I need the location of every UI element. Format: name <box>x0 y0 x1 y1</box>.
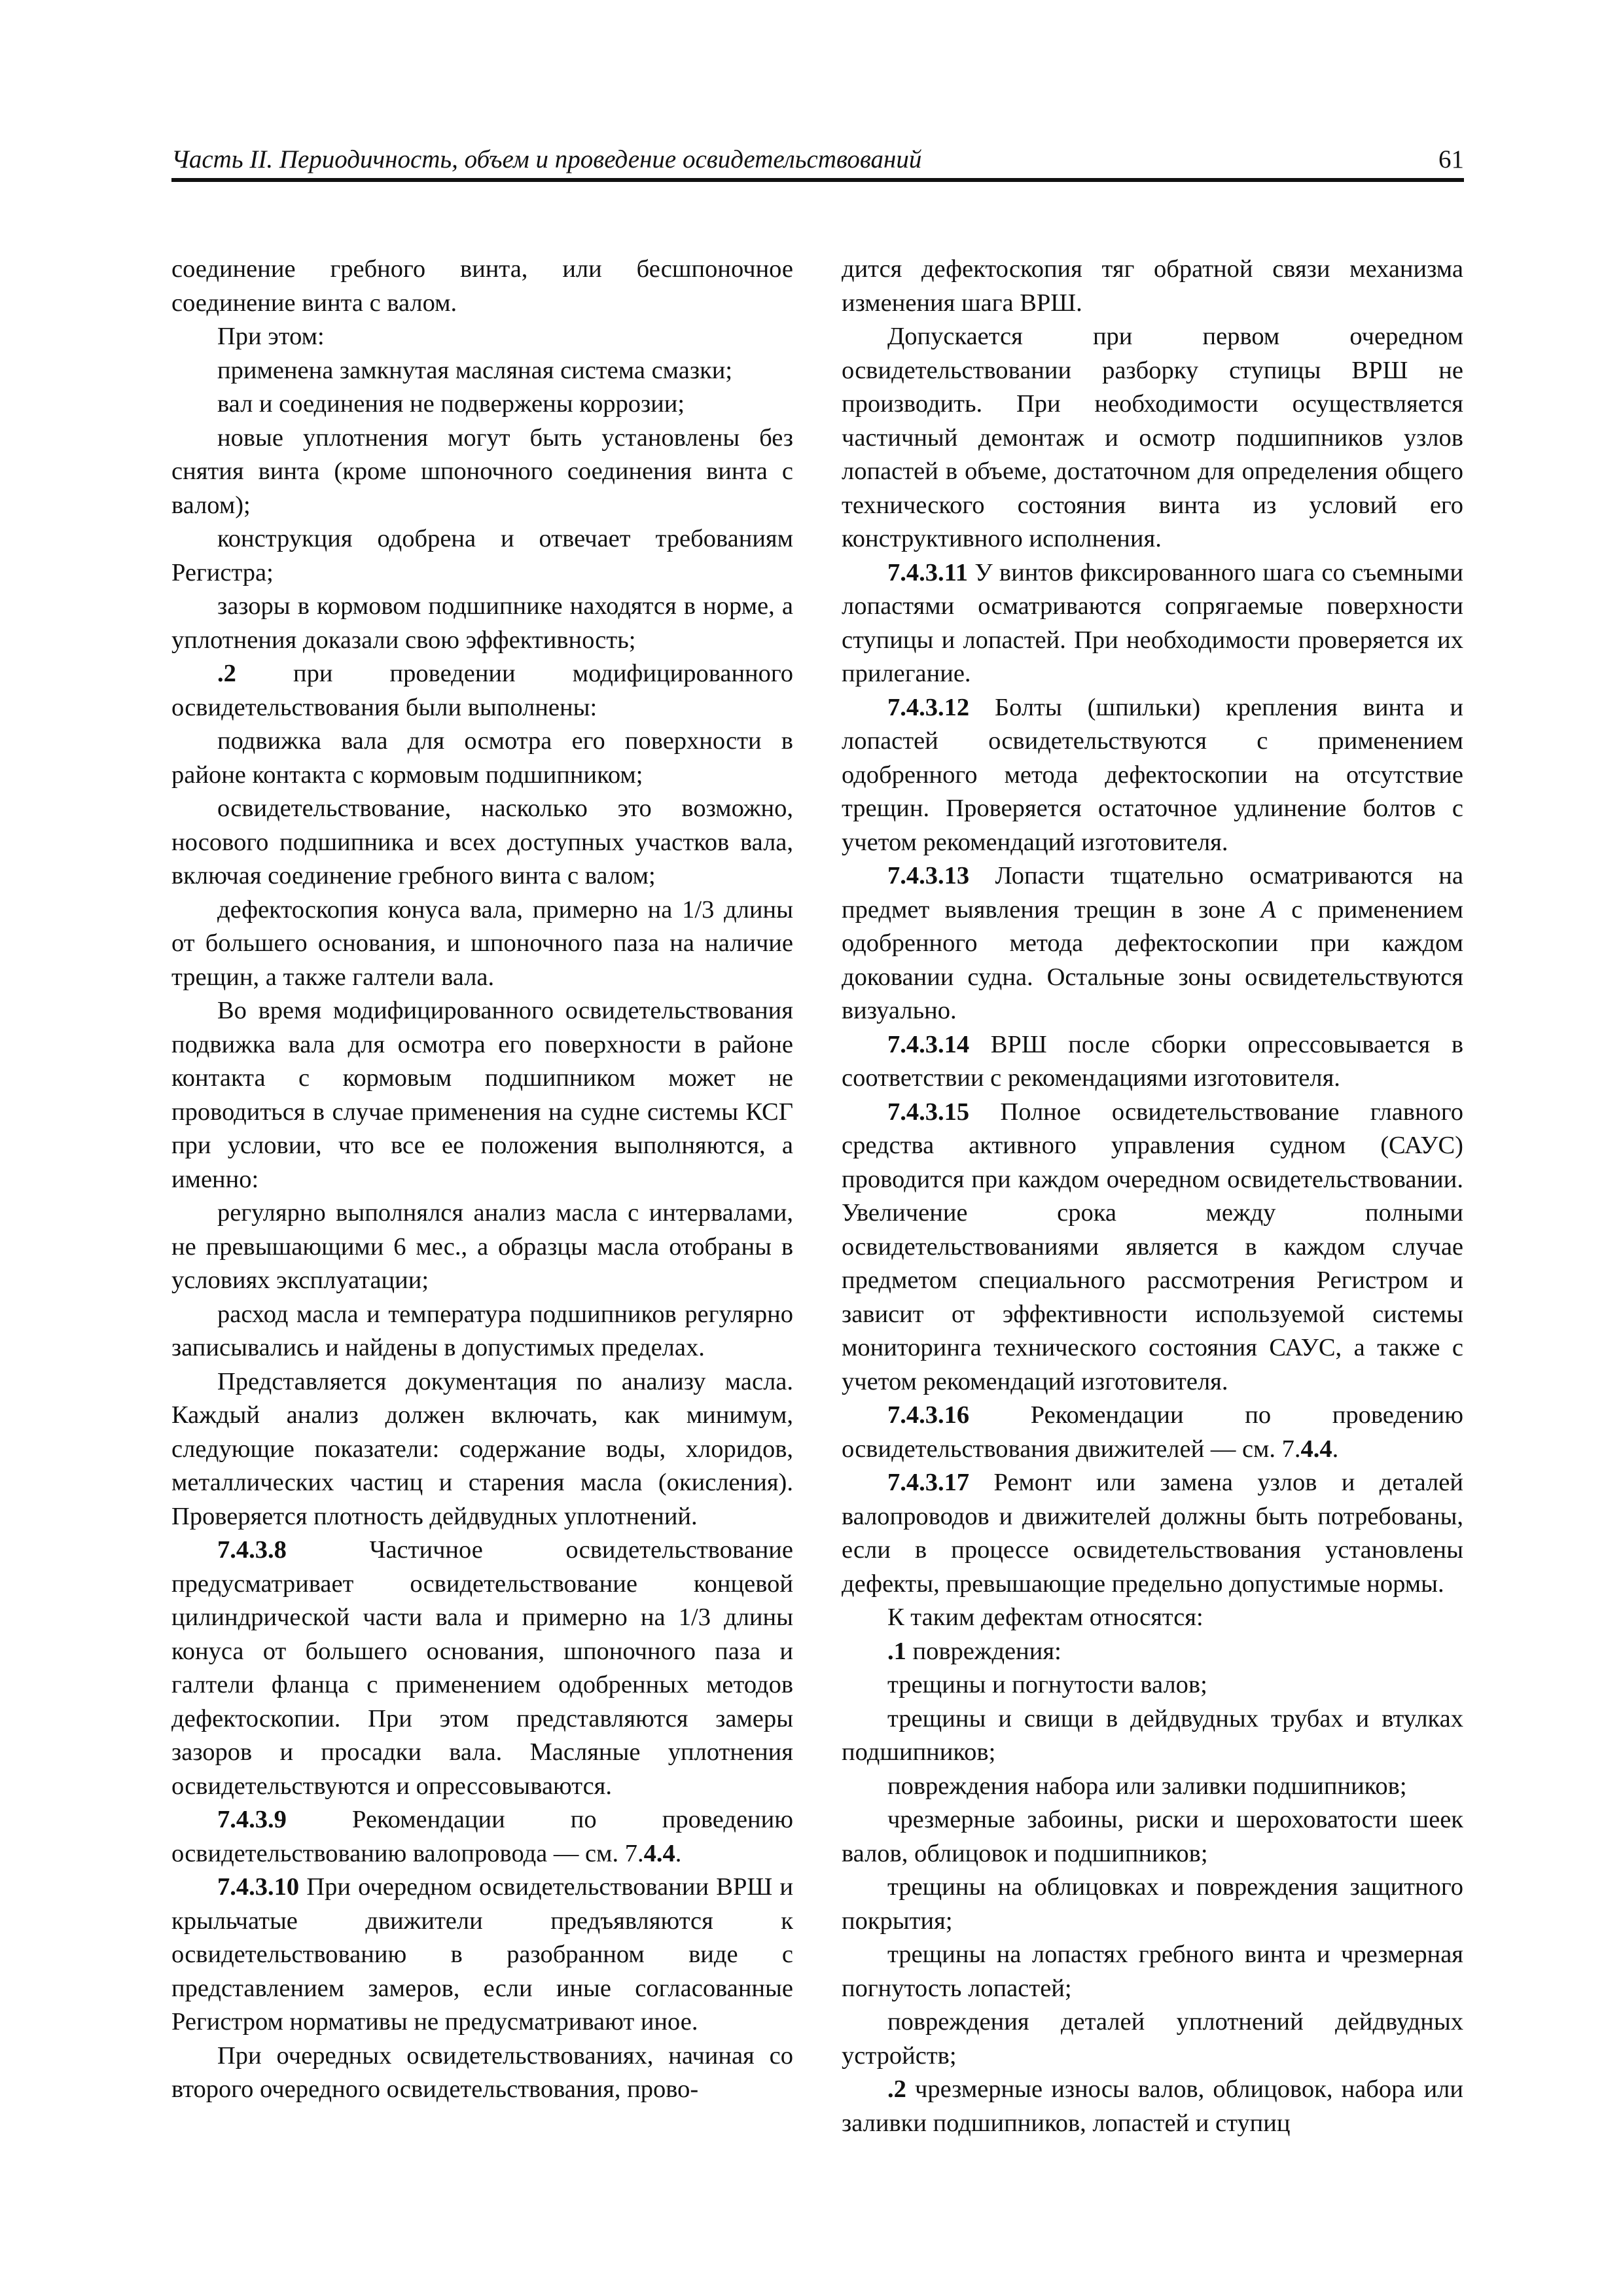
paragraph-text: дится дефектоскопия тяг обратной связи механизма изменения шага ВРШ. <box>842 255 1463 317</box>
paragraph-text: повреждения набора или заливки подшипников; <box>887 1772 1407 1800</box>
section-number: 7.4.3.16 <box>887 1401 970 1429</box>
paragraph <box>171 994 793 1196</box>
paragraph <box>842 253 1463 320</box>
paragraph <box>171 320 793 354</box>
paragraph-text: Допускается при первом очередном освидетельствовании разборку ступицы ВРШ не производить. При необходимости осуществляется частичный демонтаж и осмотр подшипников узлов лопастей в объеме, достаточном для определения общего технического состояния винта из условий его конструктивного исполнения. <box>842 323 1463 552</box>
paragraph <box>171 1196 793 1298</box>
section-number: .2 <box>887 2075 906 2103</box>
paragraph-text: ВРШ после сборки опрессовывается в соответствии с рекомендациями изготовителя. <box>842 1030 1463 1092</box>
paragraph <box>171 1534 793 1803</box>
paragraph <box>842 1399 1463 1466</box>
paragraph <box>842 1096 1463 1399</box>
paragraph-text: Полное освидетельствование главного средства активного управления судном (САУС) проводится при каждом очередном освидетельствовании. Увеличение срока между полными освидетельствованиями является в каждом случае предметом специального рассмотрения Регистром и зависит от эффективности используемой системы мониторинга технического состояния САУС, а также с учетом рекомендаций изготовителя. <box>842 1098 1463 1395</box>
section-number: 7.4.3.10 <box>217 1873 300 1901</box>
paragraph <box>171 253 793 320</box>
section-number: .1 <box>887 1637 906 1665</box>
paragraph-text-tail: . <box>675 1839 682 1867</box>
paragraph <box>171 1803 793 1871</box>
paragraph <box>842 320 1463 556</box>
paragraph <box>842 859 1463 1028</box>
paragraph-text: Рекомендации по проведению освидетельствования движителей — см. 7. <box>842 1401 1463 1463</box>
paragraph-text: новые уплотнения могут быть установлены без снятия винта (кроме шпоночного соединения винта с валом); <box>171 423 793 519</box>
right-text-column <box>842 253 1463 2140</box>
paragraph-text: Рекомендации по проведению освидетельствованию валопровода — см. 7. <box>171 1806 793 1867</box>
paragraph-text: При очередном освидетельствовании ВРШ и крыльчатые движители предъявляются к освидетельствованию в разобранном виде с представлением замеров, если иные согласованные Регистром нормативы не предусматривают иное. <box>171 1873 793 2036</box>
paragraph <box>842 1938 1463 2005</box>
paragraph-text: конструкция одобрена и отвечает требованиям Регистра; <box>171 525 793 586</box>
paragraph-text: При этом: <box>217 323 325 350</box>
section-number: 7.4.3.14 <box>887 1030 970 1058</box>
cross-reference: 4.4 <box>643 1839 675 1867</box>
section-number: 7.4.3.15 <box>887 1098 970 1126</box>
paragraph-text: чрезмерные износы валов, облицовок, набора или заливки подшипников, лопастей и ступиц <box>842 2075 1463 2137</box>
paragraph-text: повреждения деталей уплотнений дейдвудных устройств; <box>842 2008 1463 2070</box>
paragraph-text: подвижка вала для осмотра его поверхности в районе контакта с кормовым подшипником; <box>171 727 793 789</box>
paragraph-text: Представляется документация по анализу масла. Каждый анализ должен включать, как минимум, следующие показатели: содержание воды, хлоридов, металлических частиц и старения масла (окисления). Проверяется плотность дейдвудных уплотнений. <box>171 1367 793 1530</box>
page-number: 61 <box>1438 145 1464 173</box>
paragraph <box>842 2073 1463 2140</box>
section-number: .2 <box>217 660 236 687</box>
paragraph <box>842 1871 1463 1938</box>
paragraph <box>171 1365 793 1534</box>
paragraph <box>171 657 793 725</box>
paragraph-text: Частичное освидетельствование предусматривает освидетельствование концевой цилиндрической части вала и примерно на 1/3 длины конуса от большего основания, шпоночного паза и галтели фланца с применением одобренных методов дефектоскопии. При этом представляются замеры зазоров и просадки вала. Масляные уплотнения освидетельствуются и опрессовываются. <box>171 1536 793 1800</box>
paragraph-text: повреждения: <box>906 1637 1061 1665</box>
paragraph-text: Во время модифицированного освидетельствования подвижка вала для осмотра его поверхности в районе контакта с кормовым подшипником может не проводиться в случае применения на судне системы КСГ при условии, что все ее положения выполняются, а именно: <box>171 997 793 1193</box>
paragraph <box>842 1601 1463 1635</box>
zone-label: А <box>1260 895 1276 924</box>
paragraph-text-tail: . <box>1332 1435 1339 1463</box>
paragraph-text: расход масла и температура подшипников регулярно записывались и найдены в допустимых пределах. <box>171 1300 793 1361</box>
paragraph-text: трещины на лопастях гребного винта и чрезмерная погнутость лопастей; <box>842 1941 1463 2002</box>
paragraph <box>842 1635 1463 1669</box>
paragraph <box>842 1028 1463 1096</box>
paragraph <box>171 354 793 388</box>
left-text-column <box>171 253 793 2107</box>
paragraph <box>171 522 793 590</box>
paragraph-text: вал и соединения не подвержены коррозии; <box>217 390 685 418</box>
paragraph-text: соединение гребного винта, или бесшпоночное соединение винта с валом. <box>171 255 793 317</box>
paragraph-text: трещины и свищи в дейдвудных трубах и втулках подшипников; <box>842 1704 1463 1766</box>
paragraph <box>171 792 793 893</box>
paragraph <box>842 1668 1463 1702</box>
section-number: 7.4.3.13 <box>887 862 970 889</box>
paragraph <box>842 1466 1463 1601</box>
section-number: 7.4.3.8 <box>217 1536 287 1564</box>
paragraph <box>171 387 793 422</box>
paragraph <box>842 1702 1463 1770</box>
paragraph <box>842 2005 1463 2073</box>
paragraph-text: К таким дефектам относятся: <box>887 1604 1204 1631</box>
section-number: 7.4.3.9 <box>217 1806 287 1833</box>
paragraph <box>171 1871 793 2039</box>
paragraph-text: при проведении модифицированного освидетельствования были выполнены: <box>171 660 793 721</box>
paragraph-text: трещины на облицовках и повреждения защитного покрытия; <box>842 1873 1463 1935</box>
running-header <box>171 140 1464 178</box>
paragraph <box>171 893 793 995</box>
paragraph <box>842 691 1463 860</box>
paragraph <box>171 1298 793 1365</box>
paragraph-text: Ремонт или замена узлов и деталей валопроводов и движителей должны быть потребованы, если в процессе освидетельствования установлены дефекты, превышающие предельно допустимые нормы. <box>842 1469 1463 1598</box>
running-header-title: Часть II. Периодичность, объем и проведение освидетельствований <box>171 145 922 173</box>
paragraph <box>842 1770 1463 1804</box>
paragraph-text: освидетельствование, насколько это возможно, носового подшипника и всех доступных участков вала, включая соединение гребного винта с валом; <box>171 795 793 889</box>
paragraph-text: регулярно выполнялся анализ масла с интервалами, не превышающими 6 мес., а образцы масла отобраны в условиях эксплуатации; <box>171 1199 793 1294</box>
section-number: 7.4.3.17 <box>887 1469 970 1496</box>
paragraph-text: Болты (шпильки) крепления винта и лопастей освидетельствуются с применением одобренного метода дефектоскопии на отсутствие трещин. Проверяется остаточное удлинение болтов с учетом рекомендаций изготовителя. <box>842 693 1463 856</box>
paragraph <box>842 556 1463 691</box>
paragraph-text: У винтов фиксированного шага со съемными лопастями осматриваются сопрягаемые поверхности ступицы и лопастей. При необходимости проверяется их прилегание. <box>842 558 1463 687</box>
paragraph-text: трещины и погнутости валов; <box>887 1671 1207 1698</box>
paragraph-text-tail: с применением одобренного метода дефектоскопии при каждом доковании судна. Остальные зоны освидетельствуются визуально. <box>842 895 1463 1024</box>
paragraph-text: зазоры в кормовом подшипнике находятся в норме, а уплотнения доказали свою эффективность; <box>171 592 793 654</box>
paragraph <box>842 1803 1463 1871</box>
paragraph <box>171 2039 793 2107</box>
section-number: 7.4.3.12 <box>887 693 970 721</box>
section-number: 7.4.3.11 <box>887 558 969 586</box>
paragraph <box>171 422 793 523</box>
paragraph-text: применена замкнутая масляная система смазки; <box>217 356 733 384</box>
paragraph-text: чрезмерные забоины, риски и шероховатости шеек валов, облицовок и подшипников; <box>842 1806 1463 1867</box>
paragraph-text: дефектоскопия конуса вала, примерно на 1/3 длины от большего основания, и шпоночного паза на наличие трещин, а также галтели вала. <box>171 895 793 991</box>
header-rule <box>171 178 1464 182</box>
paragraph-text: Лопасти тщательно осматриваются на предмет выявления трещин в зоне <box>842 862 1463 924</box>
cross-reference: 4.4 <box>1300 1435 1332 1463</box>
paragraph-text: При очередных освидетельствованиях, начиная со второго очередного освидетельствования, прово- <box>171 2041 793 2103</box>
paragraph <box>171 725 793 792</box>
paragraph <box>171 590 793 657</box>
